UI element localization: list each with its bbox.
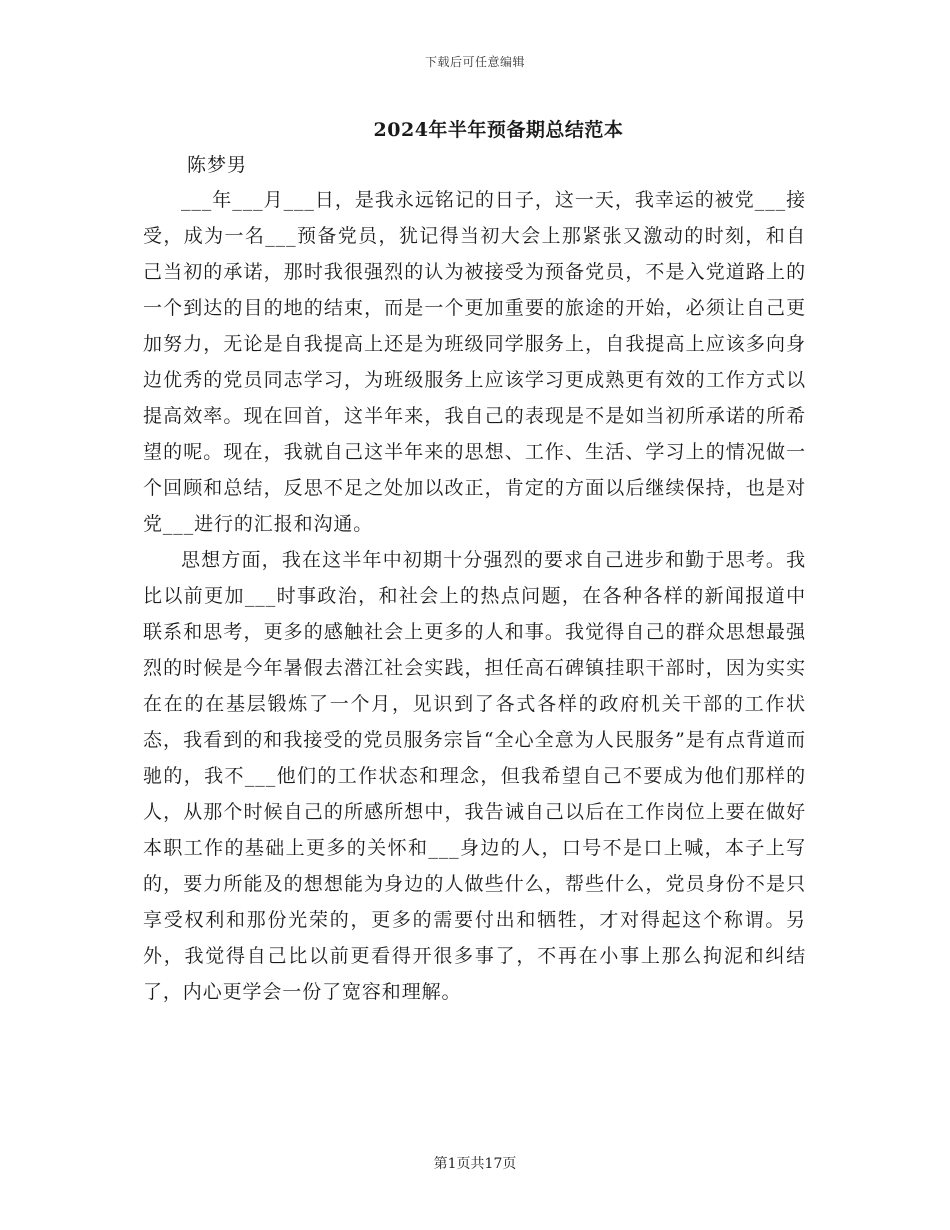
paragraph-intro: ___年___月___日，是我永远铭记的日子，这一天，我幸运的被党___接受，成为一名___预备党员，犹记得当初大会上那紧张又激动的时刻，和自己当初的承诺，那时我很强烈的认为被接受为预备党员，不是入党道路上的一个到达的目的地的结束，而是一个更加重要的旅途的开始，必须让自己更加努力，无论是自我提高上还是为班级同学服务上，自我提高上应该多向身边优秀的党员同志学习，为班级服务上应该学习更成熟更有效的工作方式以提高效率。现在回首，这半年来，我自己的表现是不是如当初所承诺的所希望的呢。现在，我就自己这半年来的思想、工作、生活、学习上的情况做一个回顾和总结，反思不足之处加以改正，肯定的方面以后继续保持，也是对党___进行的汇报和沟通。 (143, 189, 806, 535)
document-title: 2024年半年预备期总结范本 (373, 119, 624, 141)
document-body (143, 182, 806, 1010)
page-number: 第1页共17页 (433, 1156, 517, 1172)
document-author: 陈梦男 (187, 154, 248, 176)
paragraph-thought: 思想方面，我在这半年中初期十分强烈的要求自己进步和勤于思考。我比以前更加___时事政治，和社会上的热点问题，在各种各样的新闻报道中联系和思考，更多的感触社会上更多的人和事。我觉得自己的群众思想最强烈的时候是今年暑假去潜江社会实践，担任高石碑镇挂职干部时，因为实实在在的在基层锻炼了一个月，见识到了各式各样的政府机关干部的工作状态，我看到的和我接受的党员服务宗旨“全心全意为人民服务”是有点背道而驰的，我不___他们的工作状态和理念，但我希望自己不要成为他们那样的人，从那个时候自己的所感所想中，我告诫自己以后在工作岗位上要在做好本职工作的基础上更多的关怀和___身边的人，口号不是口上喊，本子上写的，要力所能及的想想能为身边的人做些什么，帮些什么，党员身份不是只享受权利和那份光荣的，更多的需要付出和牺牲，才对得起这个称谓。另外，我觉得自己比以前更看得开很多事了，不再在小事上那么拘泥和纠结了，内心更学会一份了宽容和理解。 (143, 549, 806, 1003)
page-header-note: 下载后可任意编辑 (424, 55, 525, 69)
